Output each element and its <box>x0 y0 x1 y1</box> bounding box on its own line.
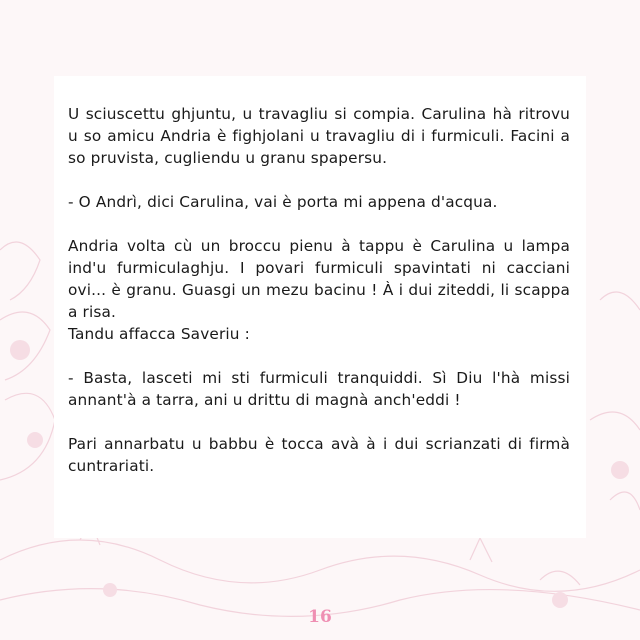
paragraph-1: U sciuscettu ghjuntu, u travagliu si compia. Carulina hà ritrovu u so amicu Andria è fighjolani u travagliu di i furmiculi. Facini a so pruvista, cugliendu u granu spapersu. <box>68 105 570 167</box>
paragraph-6: Pari annarbatu u babbu è tocca avà à i dui scrianzati di firmà cuntrariati. <box>68 435 570 475</box>
text-panel <box>54 76 586 538</box>
paragraph-2: - O Andrì, dici Carulina, vai è porta mi appena d'acqua. <box>68 193 498 211</box>
page-number: 16 <box>308 607 332 627</box>
story-text <box>68 103 570 499</box>
paragraph-3: Andria volta cù un broccu pienu à tappu è Carulina u lampa ind'u furmiculaghju. I povari furmiculi spavintati ni cacciani ovi... è granu. Guasgi un mezu bacinu ! À i dui ziteddi, li scappa a risa. <box>68 237 570 321</box>
paragraph-4: Tandu affacca Saveriu : <box>68 325 250 343</box>
paragraph-5: - Basta, lasceti mi sti furmiculi tranquiddi. Sì Diu l'hà missi annant'à a tarra, ani u drittu di magnà anch'eddi ! <box>68 369 570 409</box>
